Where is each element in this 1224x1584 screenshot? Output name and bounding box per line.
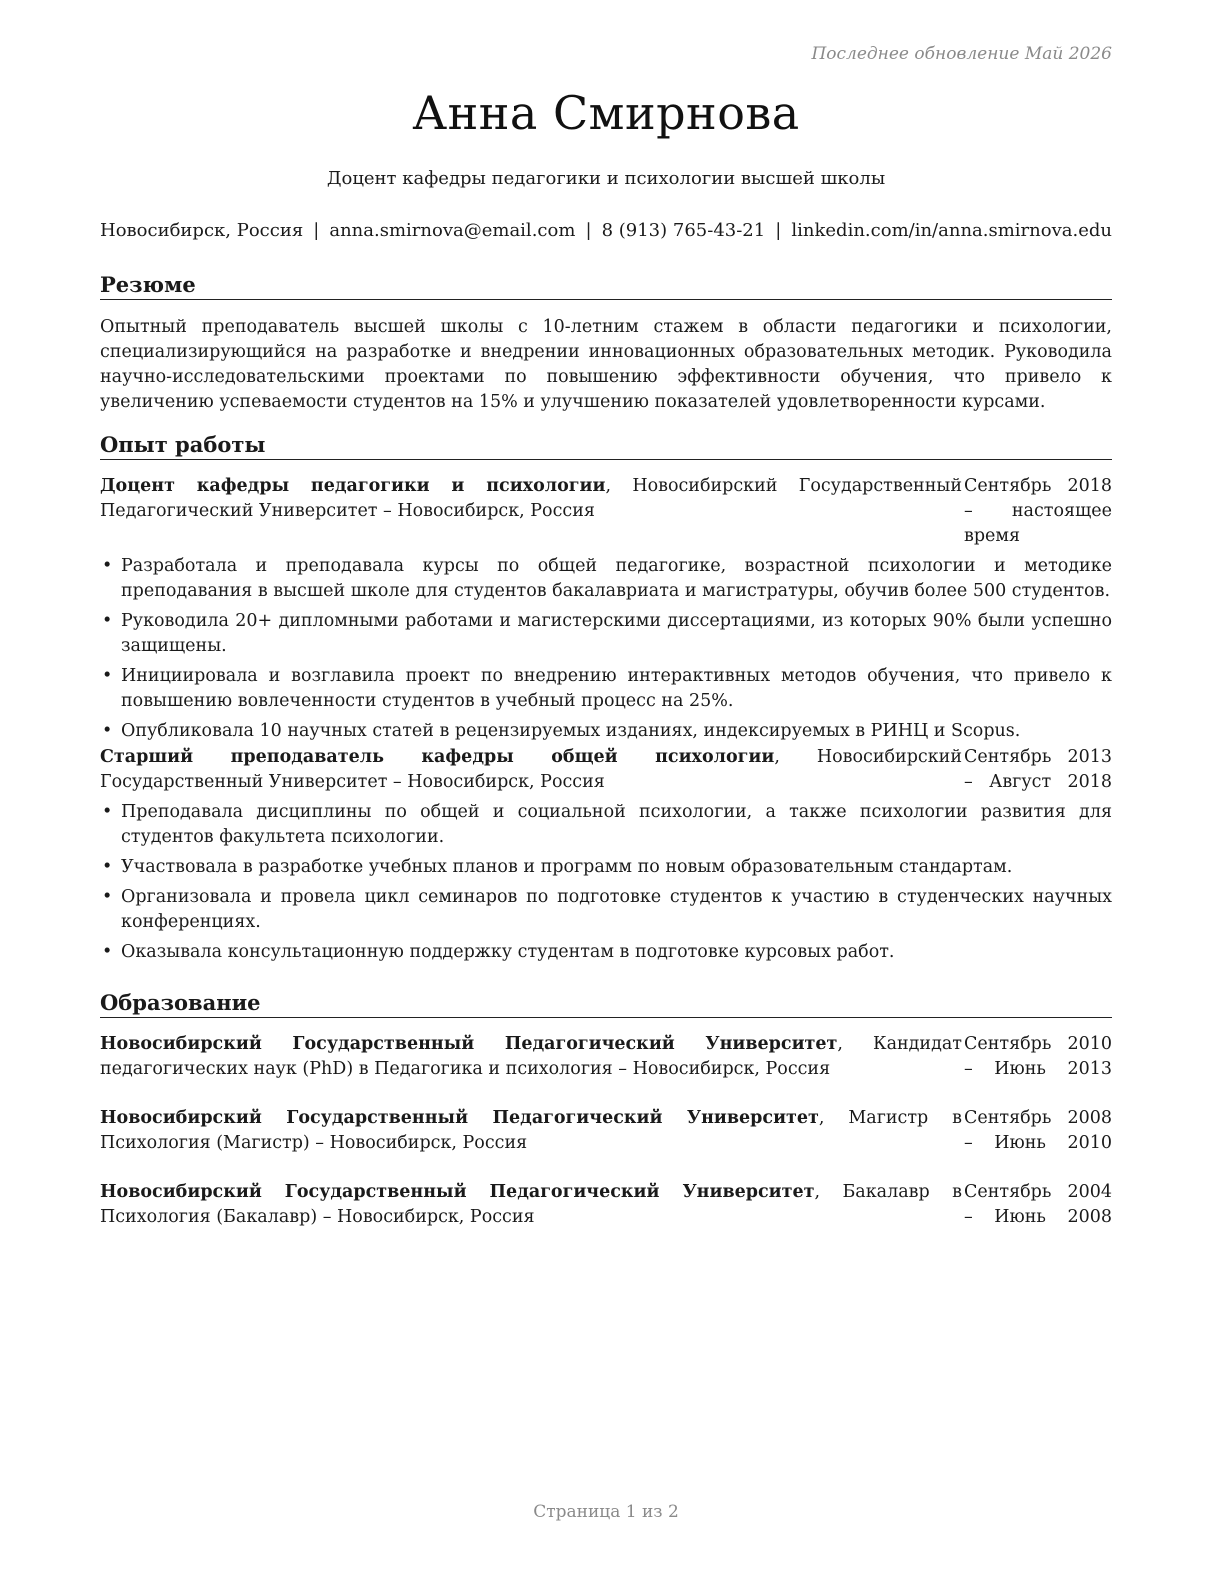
list-item bbox=[100, 554, 1112, 604]
page-number: Страница 1 из 2 bbox=[533, 1502, 679, 1522]
contact-separator: | bbox=[313, 220, 320, 241]
entry-header bbox=[100, 1180, 1112, 1230]
list-item bbox=[100, 609, 1112, 659]
bullet-text: Преподавала дисциплины по общей и социальной психологии, а также психологии развития для студентов факультета психологии. bbox=[121, 802, 1112, 847]
entry-header bbox=[100, 474, 1112, 549]
job-dates: Сентябрь 2018 – настоящее время bbox=[964, 476, 1112, 546]
school-name: Новосибирский Государственный Педагогический Университет bbox=[100, 1034, 838, 1054]
bullet-text: Разработала и преподавала курсы по общей педагогике, возрастной психологии и методике преподавания в высшей школе для студентов бакалавриата и магистратуры, обучив более 500 студентов. bbox=[121, 556, 1112, 601]
person-name: Анна Смирнова bbox=[412, 86, 800, 140]
list-item bbox=[100, 855, 1112, 880]
bullet-text: Организовала и провела цикл семинаров по подготовке студентов к участию в студенческих научных конференциях. bbox=[121, 887, 1112, 932]
list-item bbox=[100, 885, 1112, 935]
entry-heading bbox=[100, 1032, 962, 1082]
experience-entry bbox=[100, 745, 1112, 965]
section-title-experience: Опыт работы bbox=[100, 432, 1112, 460]
education-dates: Сентябрь 2010 – Июнь 2013 bbox=[964, 1034, 1112, 1079]
education-entry bbox=[100, 1180, 1112, 1230]
bullet-text: Участвовала в разработке учебных планов и программ по новым образовательным стандартам. bbox=[121, 857, 1013, 877]
bullet-icon: • bbox=[102, 666, 113, 686]
job-org: , Новосибирский Государственный Педагогический Университет – Новосибирск, Россия bbox=[100, 476, 962, 521]
bullet-text: Инициировала и возглавила проект по внедрению интерактивных методов обучения, что привело к повышению вовлеченности студентов в учебный процесс на 25%. bbox=[121, 666, 1112, 711]
list-item bbox=[100, 664, 1112, 714]
bullet-icon: • bbox=[102, 857, 113, 877]
bullet-icon: • bbox=[102, 721, 113, 741]
job-bullets bbox=[100, 800, 1112, 965]
person-subtitle: Доцент кафедры педагогики и психологии высшей школы bbox=[326, 168, 886, 189]
bullet-icon: • bbox=[102, 802, 113, 822]
degree: , Магистр в Психология (Магистр) – Новосибирск, Россия bbox=[100, 1108, 962, 1153]
list-item bbox=[100, 719, 1112, 744]
degree: , Кандидат педагогических наук (PhD) в Педагогика и психология – Новосибирск, Россия bbox=[100, 1034, 962, 1079]
list-item bbox=[100, 940, 1112, 965]
section-title-education: Образование bbox=[100, 990, 1112, 1018]
bullet-icon: • bbox=[102, 887, 113, 907]
contact-linkedin[interactable]: linkedin.com/in/anna.smirnova.edu bbox=[791, 220, 1112, 241]
job-title: Старший преподаватель кафедры общей психологии bbox=[100, 747, 775, 767]
bullet-icon: • bbox=[102, 556, 113, 576]
education-entry bbox=[100, 1106, 1112, 1156]
school-name: Новосибирский Государственный Педагогический Университет bbox=[100, 1108, 819, 1128]
job-title: Доцент кафедры педагогики и психологии bbox=[100, 476, 606, 496]
education-dates: Сентябрь 2008 – Июнь 2010 bbox=[964, 1108, 1112, 1153]
experience-entry bbox=[100, 474, 1112, 744]
resume-page bbox=[100, 0, 1112, 1584]
entry-heading bbox=[100, 1180, 962, 1230]
summary-text: Опытный преподаватель высшей школы с 10-летним стажем в области педагогики и психологии, специализирующийся на разработке и внедрении инновационных образовательных методик. Руководила научно-исследовательскими проектами по повышению эффективности обучения, что привело к увеличению успеваемости студентов на 15% и улучшению показателей удовлетворенности курсами. bbox=[100, 317, 1112, 412]
bullet-icon: • bbox=[102, 942, 113, 962]
list-item bbox=[100, 800, 1112, 850]
section-title-summary: Резюме bbox=[100, 272, 1112, 300]
entry-header bbox=[100, 745, 1112, 795]
contact-line bbox=[100, 220, 1112, 241]
bullet-text: Оказывала консультационную поддержку студентам в подготовке курсовых работ. bbox=[121, 942, 895, 962]
education-dates: Сентябрь 2004 – Июнь 2008 bbox=[964, 1182, 1112, 1227]
entry-header bbox=[100, 1106, 1112, 1156]
bullet-text: Руководила 20+ дипломными работами и магистерскими диссертациями, из которых 90% были успешно защищены. bbox=[121, 611, 1112, 656]
entry-header bbox=[100, 1032, 1112, 1082]
job-dates: Сентябрь 2013 – Август 2018 bbox=[964, 747, 1112, 792]
contact-phone: 8 (913) 765-43-21 bbox=[601, 220, 766, 241]
contact-separator: | bbox=[775, 220, 782, 241]
entry-heading bbox=[100, 745, 962, 795]
bullet-icon: • bbox=[102, 611, 113, 631]
contact-separator: | bbox=[585, 220, 592, 241]
job-org: , Новосибирский Государственный Университет – Новосибирск, Россия bbox=[100, 747, 962, 792]
contact-email[interactable]: anna.smirnova@email.com bbox=[329, 220, 576, 241]
degree: , Бакалавр в Психология (Бакалавр) – Новосибирск, Россия bbox=[100, 1182, 962, 1227]
job-bullets bbox=[100, 554, 1112, 744]
school-name: Новосибирский Государственный Педагогический Университет bbox=[100, 1182, 815, 1202]
education-entry bbox=[100, 1032, 1112, 1082]
entry-heading bbox=[100, 474, 962, 549]
entry-heading bbox=[100, 1106, 962, 1156]
bullet-text: Опубликовала 10 научных статей в рецензируемых изданиях, индексируемых в РИНЦ и Scopus. bbox=[121, 721, 1021, 741]
last-updated: Последнее обновление Май 2026 bbox=[811, 44, 1112, 64]
contact-location: Новосибирск, Россия bbox=[100, 220, 304, 241]
